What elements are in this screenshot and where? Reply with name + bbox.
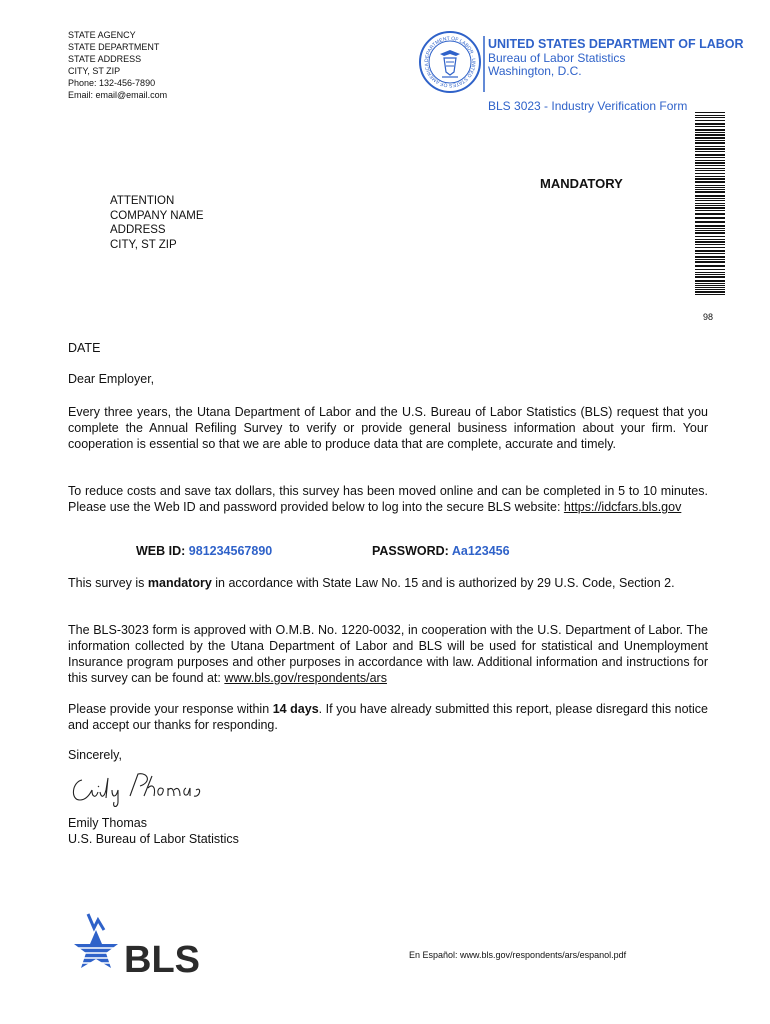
department-title: UNITED STATES DEPARTMENT OF LABOR bbox=[488, 37, 744, 51]
paragraph-online-text: To reduce costs and save tax dollars, this survey has been moved online and can be completed in 5 to 10 minutes. Please use the Web ID and password provided below to log into the secure BLS website: bbox=[68, 484, 708, 514]
paragraph-mandatory-after: in accordance with State Law No. 15 and is authorized by 29 U.S. Code, Section 2. bbox=[215, 576, 675, 590]
paragraph-mandatory bbox=[68, 575, 708, 591]
paragraph-online bbox=[68, 483, 708, 515]
signature-image bbox=[68, 768, 238, 808]
header-divider bbox=[482, 36, 486, 92]
recipient-company: COMPANY NAME bbox=[110, 209, 204, 222]
barcode-icon bbox=[695, 112, 725, 298]
bureau-location: Washington, D.C. bbox=[488, 64, 582, 78]
department-header bbox=[488, 38, 744, 79]
bureau-name: Bureau of Labor Statistics bbox=[488, 50, 626, 65]
letter-date: DATE bbox=[68, 341, 101, 355]
sender-agency: STATE AGENCY bbox=[68, 30, 136, 40]
sender-email: Email: email@email.com bbox=[68, 90, 168, 100]
letter-closing: Sincerely, bbox=[68, 748, 122, 762]
web-id-value: 981234567890 bbox=[188, 544, 273, 558]
dol-seal-icon bbox=[418, 30, 482, 94]
web-id-line bbox=[136, 544, 272, 558]
recipient-address-block bbox=[110, 194, 204, 252]
signer-organization: U.S. Bureau of Labor Statistics bbox=[68, 832, 239, 846]
deadline-emphasis: 14 days bbox=[272, 702, 319, 716]
recipient-address: ADDRESS bbox=[110, 224, 166, 236]
paragraph-deadline-after: . If you have already submitted this report, please disregard this notice and accept our thanks for responding. bbox=[68, 702, 708, 732]
mandatory-label: MANDATORY bbox=[540, 176, 623, 191]
signer-name: Emily Thomas bbox=[68, 816, 147, 830]
paragraph-omb-text: The BLS-3023 form is approved with O.M.B. No. 1220-0032, in cooperation with the U.S. Department of Labor. The information collected by the Utana Department of Labor and BLS will be used for statistical and Unemployment Insurance program purposes and other purposes in accordance with law. Additional information and instructions for this survey can be found at: bbox=[68, 623, 708, 685]
page-number: 98 bbox=[703, 312, 714, 322]
bls-logo-icon bbox=[66, 906, 202, 980]
password-line bbox=[372, 544, 510, 558]
bls-logo-text: BLS bbox=[124, 939, 200, 980]
spanish-version-link[interactable]: En Español: www.bls.gov/respondents/ars/espanol.pdf bbox=[409, 950, 627, 960]
sender-address-block bbox=[68, 29, 167, 101]
letter-greeting: Dear Employer, bbox=[68, 372, 155, 386]
survey-website-link[interactable]: https://idcfars.bls.gov bbox=[563, 500, 682, 514]
paragraph-omb bbox=[68, 622, 708, 686]
web-id-label: WEB ID: bbox=[136, 544, 186, 558]
sender-city: CITY, ST ZIP bbox=[68, 66, 121, 76]
paragraph-deadline bbox=[68, 701, 708, 733]
recipient-attention: ATTENTION bbox=[110, 195, 175, 207]
sender-address: STATE ADDRESS bbox=[68, 54, 142, 64]
mandatory-emphasis: mandatory bbox=[147, 576, 212, 590]
paragraph-mandatory-before: This survey is bbox=[68, 576, 145, 590]
sender-department: STATE DEPARTMENT bbox=[68, 42, 160, 52]
password-label: PASSWORD: bbox=[372, 544, 449, 558]
signer-block bbox=[68, 815, 708, 847]
password-value: Aa123456 bbox=[451, 544, 510, 558]
paragraph-deadline-before: Please provide your response within bbox=[68, 702, 270, 716]
sender-phone: Phone: 132-456-7890 bbox=[68, 78, 156, 88]
form-identifier: BLS 3023 - Industry Verification Form bbox=[488, 99, 688, 113]
respondents-link[interactable]: www.bls.gov/respondents/ars bbox=[224, 671, 387, 685]
seal-ring-text: DEPARTMENT OF LABOR · UNITED STATES OF AMERICA bbox=[423, 35, 477, 89]
recipient-city: CITY, ST ZIP bbox=[110, 238, 177, 251]
paragraph-intro: Every three years, the Utana Department of Labor and the U.S. Bureau of Labor Statistics (BLS) request that you complete the Annual Refiling Survey to verify or provide general business information about your firm. Your cooperation is essential so that we are able to produce data that are complete, accurate and timely. bbox=[68, 405, 708, 451]
